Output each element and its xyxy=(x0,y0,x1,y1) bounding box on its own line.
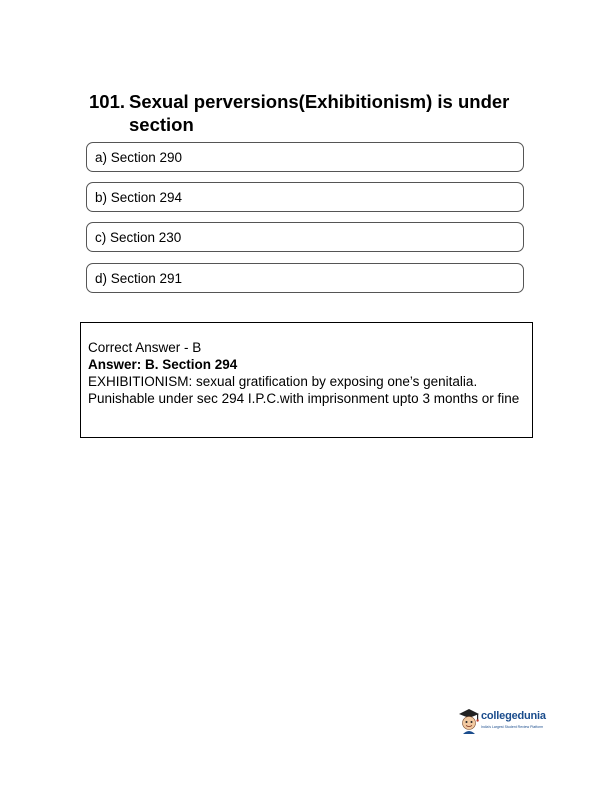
collegedunia-logo xyxy=(457,707,557,737)
answer-explanation: EXHIBITIONISM: sexual gratification by exposing one’s genitalia. Punishable under sec 294 I.P.C.with imprisonment upto 3 months or fine xyxy=(88,374,520,406)
option-c[interactable]: c) Section 230 xyxy=(86,222,524,252)
option-d[interactable]: d) Section 291 xyxy=(86,263,524,293)
option-b[interactable]: b) Section 294 xyxy=(86,182,524,212)
logo-name: collegedunia xyxy=(481,710,546,722)
graduate-mascot-icon xyxy=(457,707,481,735)
answer-heading: Answer: B. Section 294 xyxy=(88,357,238,372)
question-text: Sexual perversions(Exhibitionism) is under section xyxy=(129,91,510,135)
logo-tagline: India's Largest Student Review Platform xyxy=(481,725,544,729)
answer-box xyxy=(80,322,533,438)
question-number: 101. xyxy=(89,91,126,112)
correct-answer: Correct Answer - B xyxy=(88,340,202,355)
option-a[interactable]: a) Section 290 xyxy=(86,142,524,172)
